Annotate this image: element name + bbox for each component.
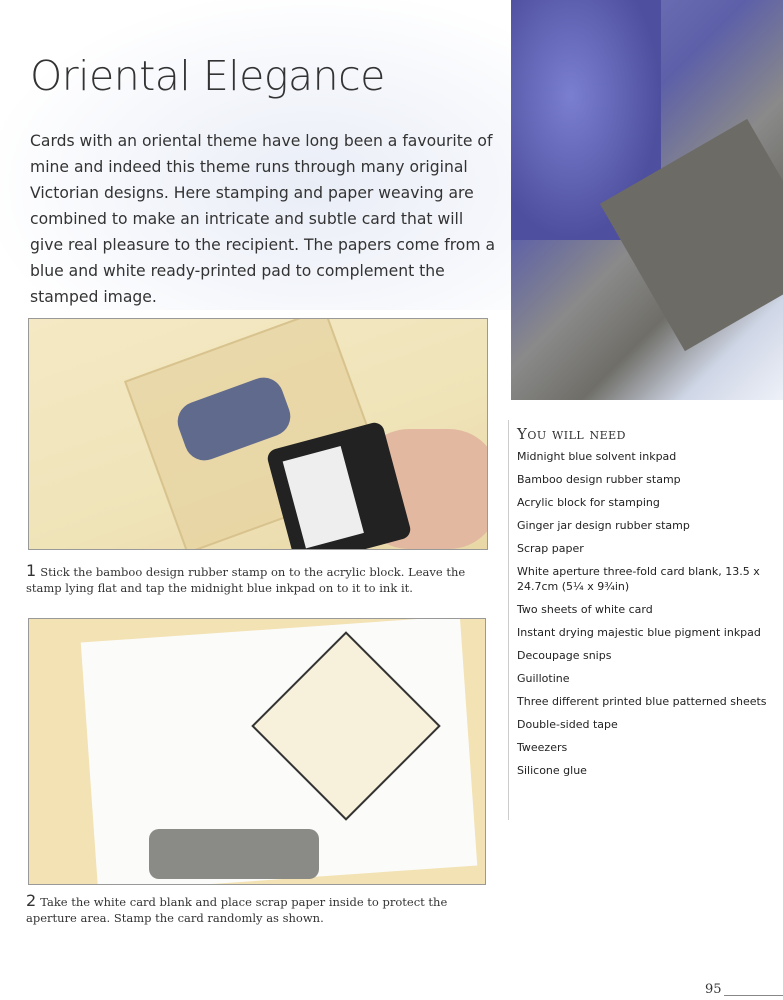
material-item: Two sheets of white card <box>517 603 653 616</box>
you-will-need-box <box>517 425 777 786</box>
materials-list <box>517 449 777 778</box>
material-item: Guillotine <box>517 672 570 685</box>
material-item: Three different printed blue patterned sheets <box>517 695 767 708</box>
material-item: White aperture three-fold card blank, 13.5 x 24.7cm (5¼ x 9¾in) <box>517 565 760 593</box>
step-text: Take the white card blank and place scrap paper inside to protect the aperture area. Stamp the card randomly as shown. <box>26 895 448 925</box>
material-item: Silicone glue <box>517 764 587 777</box>
step-1-caption <box>26 563 486 596</box>
step-1-photo <box>28 318 488 550</box>
step-number: 2 <box>26 891 37 910</box>
step-text: Stick the bamboo design rubber stamp on to the acrylic block. Leave the stamp lying flat and tap the midnight blue inkpad on to it to ink it. <box>26 565 466 595</box>
stamp <box>149 829 319 879</box>
step-number: 1 <box>26 561 37 580</box>
material-item: Acrylic block for stamping <box>517 496 660 509</box>
material-item: Double-sided tape <box>517 718 618 731</box>
step-2-photo <box>28 618 486 885</box>
material-item: Tweezers <box>517 741 568 754</box>
step-2-caption <box>26 893 486 926</box>
material-item: Bamboo design rubber stamp <box>517 473 681 486</box>
page-title: Oriental Elegance <box>30 52 385 100</box>
you-will-need-heading: You will need <box>517 425 626 443</box>
material-item: Instant drying majestic blue pigment inkpad <box>517 626 761 639</box>
ginger-jar-stamp-photo <box>511 0 783 400</box>
material-item: Ginger jar design rubber stamp <box>517 519 690 532</box>
material-item: Decoupage snips <box>517 649 612 662</box>
page-number-rule <box>724 995 783 996</box>
material-item: Scrap paper <box>517 542 584 555</box>
material-item: Midnight blue solvent inkpad <box>517 450 677 463</box>
page-number: 95 <box>705 982 722 997</box>
column-divider <box>508 420 509 820</box>
intro-paragraph: Cards with an oriental theme have long been a favourite of mine and indeed this theme runs through many original Victorian designs. Here stamping and paper weaving are combined to make an intricate and subtle card that will give real pleasure to the recipient. The papers come from a blue and white ready-printed pad to complement the stamped image. <box>30 132 496 306</box>
